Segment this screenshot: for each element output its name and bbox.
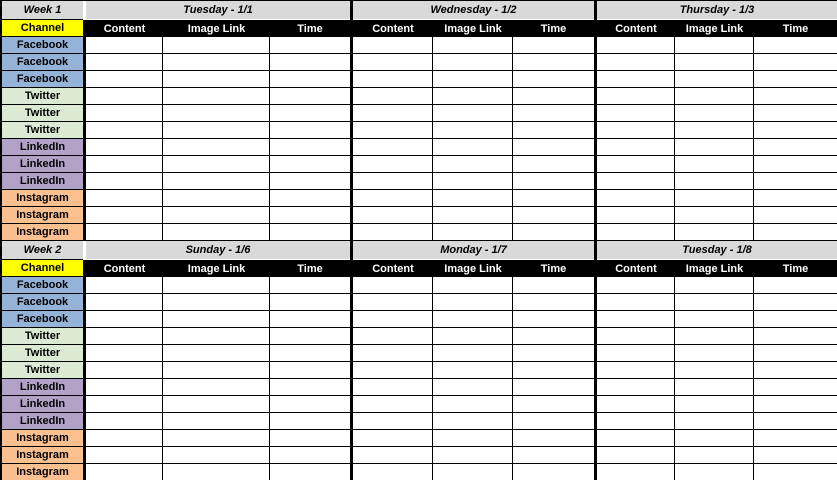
image-link-cell[interactable] bbox=[163, 464, 270, 480]
image-link-cell[interactable] bbox=[433, 37, 513, 54]
image-link-cell[interactable] bbox=[675, 413, 754, 430]
channel-cell-facebook: Facebook bbox=[2, 311, 83, 328]
time-cell[interactable] bbox=[270, 379, 350, 396]
time-cell[interactable] bbox=[754, 328, 837, 345]
content-cell[interactable] bbox=[597, 294, 675, 311]
time-cell[interactable] bbox=[513, 190, 594, 207]
time-cell[interactable] bbox=[754, 139, 837, 156]
content-cell[interactable] bbox=[353, 54, 433, 71]
channel-cell-instagram: Instagram bbox=[2, 207, 83, 224]
image-link-cell[interactable] bbox=[675, 396, 754, 413]
time-cell[interactable] bbox=[270, 105, 350, 122]
content-cell[interactable] bbox=[86, 430, 163, 447]
content-cell[interactable] bbox=[353, 173, 433, 190]
time-cell[interactable] bbox=[754, 396, 837, 413]
week-label: Week 1 bbox=[2, 1, 83, 20]
content-cell[interactable] bbox=[353, 447, 433, 464]
image-link-cell[interactable] bbox=[675, 464, 754, 480]
content-cell[interactable] bbox=[597, 413, 675, 430]
column-header-time: Time bbox=[270, 260, 350, 277]
content-cell[interactable] bbox=[86, 105, 163, 122]
time-cell[interactable] bbox=[270, 464, 350, 480]
channel-column-header: Channel bbox=[2, 260, 83, 277]
content-cell[interactable] bbox=[86, 294, 163, 311]
image-link-cell[interactable] bbox=[163, 379, 270, 396]
image-link-cell[interactable] bbox=[433, 379, 513, 396]
image-link-cell[interactable] bbox=[433, 430, 513, 447]
content-cell[interactable] bbox=[597, 277, 675, 294]
day-header: Wednesday - 1/2 bbox=[353, 1, 594, 20]
time-cell[interactable] bbox=[270, 173, 350, 190]
image-link-cell[interactable] bbox=[163, 311, 270, 328]
time-cell[interactable] bbox=[270, 139, 350, 156]
time-cell[interactable] bbox=[270, 294, 350, 311]
time-cell[interactable] bbox=[270, 430, 350, 447]
content-cell[interactable] bbox=[353, 379, 433, 396]
time-cell[interactable] bbox=[754, 88, 837, 105]
column-header-content: Content bbox=[597, 20, 675, 37]
content-cell[interactable] bbox=[86, 88, 163, 105]
time-cell[interactable] bbox=[270, 37, 350, 54]
image-link-cell[interactable] bbox=[163, 37, 270, 54]
channel-cell-twitter: Twitter bbox=[2, 362, 83, 379]
image-link-cell[interactable] bbox=[433, 396, 513, 413]
column-header-image-link: Image Link bbox=[163, 260, 270, 277]
content-cell[interactable] bbox=[353, 71, 433, 88]
content-cell[interactable] bbox=[353, 37, 433, 54]
image-link-cell[interactable] bbox=[433, 224, 513, 241]
time-cell[interactable] bbox=[754, 447, 837, 464]
content-cell[interactable] bbox=[597, 464, 675, 480]
image-link-cell[interactable] bbox=[675, 71, 754, 88]
time-cell[interactable] bbox=[270, 122, 350, 139]
day-header: Thursday - 1/3 bbox=[597, 1, 837, 20]
content-cell[interactable] bbox=[86, 207, 163, 224]
content-cell[interactable] bbox=[597, 139, 675, 156]
channel-cell-twitter: Twitter bbox=[2, 328, 83, 345]
image-link-cell[interactable] bbox=[675, 105, 754, 122]
channel-cell-facebook: Facebook bbox=[2, 54, 83, 71]
content-cell[interactable] bbox=[86, 54, 163, 71]
column-header-time: Time bbox=[754, 20, 837, 37]
time-cell[interactable] bbox=[513, 224, 594, 241]
time-cell[interactable] bbox=[270, 156, 350, 173]
image-link-cell[interactable] bbox=[163, 207, 270, 224]
time-cell[interactable] bbox=[513, 139, 594, 156]
time-cell[interactable] bbox=[754, 207, 837, 224]
time-cell[interactable] bbox=[513, 156, 594, 173]
image-link-cell[interactable] bbox=[675, 122, 754, 139]
channel-cell-twitter: Twitter bbox=[2, 345, 83, 362]
image-link-cell[interactable] bbox=[433, 105, 513, 122]
time-cell[interactable] bbox=[513, 173, 594, 190]
channel-cell-instagram: Instagram bbox=[2, 224, 83, 241]
time-cell[interactable] bbox=[513, 362, 594, 379]
content-cell[interactable] bbox=[86, 139, 163, 156]
column-header-content: Content bbox=[86, 260, 163, 277]
time-cell[interactable] bbox=[754, 156, 837, 173]
content-cell[interactable] bbox=[353, 430, 433, 447]
content-cell[interactable] bbox=[353, 464, 433, 480]
content-cell[interactable] bbox=[353, 190, 433, 207]
content-cell[interactable] bbox=[86, 311, 163, 328]
image-link-cell[interactable] bbox=[163, 413, 270, 430]
time-cell[interactable] bbox=[754, 345, 837, 362]
content-cell[interactable] bbox=[86, 277, 163, 294]
image-link-cell[interactable] bbox=[163, 156, 270, 173]
image-link-cell[interactable] bbox=[433, 362, 513, 379]
channel-cell-facebook: Facebook bbox=[2, 71, 83, 88]
image-link-cell[interactable] bbox=[675, 294, 754, 311]
time-cell[interactable] bbox=[754, 413, 837, 430]
column-header-content: Content bbox=[353, 260, 433, 277]
time-cell[interactable] bbox=[513, 464, 594, 480]
time-cell[interactable] bbox=[270, 328, 350, 345]
content-cell[interactable] bbox=[597, 54, 675, 71]
column-header-image-link: Image Link bbox=[675, 20, 754, 37]
time-cell[interactable] bbox=[270, 413, 350, 430]
image-link-cell[interactable] bbox=[163, 190, 270, 207]
image-link-cell[interactable] bbox=[163, 430, 270, 447]
image-link-cell[interactable] bbox=[433, 173, 513, 190]
content-cell[interactable] bbox=[86, 362, 163, 379]
channel-cell-linkedin: LinkedIn bbox=[2, 396, 83, 413]
column-header-content: Content bbox=[353, 20, 433, 37]
time-cell[interactable] bbox=[754, 54, 837, 71]
content-cell[interactable] bbox=[86, 190, 163, 207]
image-link-cell[interactable] bbox=[675, 190, 754, 207]
image-link-cell[interactable] bbox=[163, 294, 270, 311]
content-cell[interactable] bbox=[353, 294, 433, 311]
time-cell[interactable] bbox=[270, 362, 350, 379]
image-link-cell[interactable] bbox=[675, 379, 754, 396]
content-cell[interactable] bbox=[86, 328, 163, 345]
time-cell[interactable] bbox=[513, 430, 594, 447]
content-cell[interactable] bbox=[86, 37, 163, 54]
day-header: Sunday - 1/6 bbox=[86, 241, 350, 260]
channel-cell-linkedin: LinkedIn bbox=[2, 173, 83, 190]
time-cell[interactable] bbox=[270, 447, 350, 464]
image-link-cell[interactable] bbox=[163, 173, 270, 190]
time-cell[interactable] bbox=[754, 430, 837, 447]
content-cell[interactable] bbox=[353, 122, 433, 139]
image-link-cell[interactable] bbox=[433, 88, 513, 105]
content-cell[interactable] bbox=[353, 396, 433, 413]
image-link-cell[interactable] bbox=[163, 88, 270, 105]
time-cell[interactable] bbox=[513, 379, 594, 396]
time-cell[interactable] bbox=[513, 328, 594, 345]
image-link-cell[interactable] bbox=[433, 447, 513, 464]
time-cell[interactable] bbox=[754, 379, 837, 396]
time-cell[interactable] bbox=[270, 190, 350, 207]
content-cell[interactable] bbox=[597, 71, 675, 88]
image-link-cell[interactable] bbox=[163, 362, 270, 379]
image-link-cell[interactable] bbox=[675, 311, 754, 328]
day-header: Monday - 1/7 bbox=[353, 241, 594, 260]
content-cell[interactable] bbox=[353, 345, 433, 362]
content-cell[interactable] bbox=[353, 207, 433, 224]
channel-cell-instagram: Instagram bbox=[2, 447, 83, 464]
channel-column-header: Channel bbox=[2, 20, 83, 37]
content-cell[interactable] bbox=[353, 362, 433, 379]
content-cell[interactable] bbox=[597, 447, 675, 464]
column-header-content: Content bbox=[86, 20, 163, 37]
image-link-cell[interactable] bbox=[433, 54, 513, 71]
content-cell[interactable] bbox=[597, 173, 675, 190]
time-cell[interactable] bbox=[270, 345, 350, 362]
image-link-cell[interactable] bbox=[163, 328, 270, 345]
image-link-cell[interactable] bbox=[675, 54, 754, 71]
channel-cell-twitter: Twitter bbox=[2, 88, 83, 105]
time-cell[interactable] bbox=[754, 173, 837, 190]
content-cell[interactable] bbox=[353, 328, 433, 345]
column-header-content: Content bbox=[597, 260, 675, 277]
time-cell[interactable] bbox=[270, 54, 350, 71]
time-cell[interactable] bbox=[270, 277, 350, 294]
channel-cell-twitter: Twitter bbox=[2, 105, 83, 122]
time-cell[interactable] bbox=[270, 224, 350, 241]
image-link-cell[interactable] bbox=[675, 88, 754, 105]
content-cell[interactable] bbox=[597, 122, 675, 139]
image-link-cell[interactable] bbox=[433, 207, 513, 224]
content-cell[interactable] bbox=[353, 277, 433, 294]
content-cell[interactable] bbox=[86, 156, 163, 173]
channel-cell-instagram: Instagram bbox=[2, 464, 83, 480]
image-link-cell[interactable] bbox=[675, 37, 754, 54]
channel-cell-facebook: Facebook bbox=[2, 294, 83, 311]
channel-cell-linkedin: LinkedIn bbox=[2, 379, 83, 396]
image-link-cell[interactable] bbox=[433, 190, 513, 207]
time-cell[interactable] bbox=[754, 362, 837, 379]
image-link-cell[interactable] bbox=[433, 413, 513, 430]
channel-cell-linkedin: LinkedIn bbox=[2, 139, 83, 156]
content-cell[interactable] bbox=[86, 447, 163, 464]
column-header-time: Time bbox=[754, 260, 837, 277]
day-header: Tuesday - 1/8 bbox=[597, 241, 837, 260]
content-cell[interactable] bbox=[597, 430, 675, 447]
image-link-cell[interactable] bbox=[163, 277, 270, 294]
image-link-cell[interactable] bbox=[675, 224, 754, 241]
time-cell[interactable] bbox=[513, 122, 594, 139]
image-link-cell[interactable] bbox=[675, 139, 754, 156]
time-cell[interactable] bbox=[513, 311, 594, 328]
content-cell[interactable] bbox=[353, 139, 433, 156]
time-cell[interactable] bbox=[754, 37, 837, 54]
image-link-cell[interactable] bbox=[675, 362, 754, 379]
content-cell[interactable] bbox=[86, 173, 163, 190]
image-link-cell[interactable] bbox=[163, 105, 270, 122]
content-cell[interactable] bbox=[353, 105, 433, 122]
image-link-cell[interactable] bbox=[433, 464, 513, 480]
content-cell[interactable] bbox=[86, 71, 163, 88]
time-cell[interactable] bbox=[754, 311, 837, 328]
image-link-cell[interactable] bbox=[433, 71, 513, 88]
image-link-cell[interactable] bbox=[433, 294, 513, 311]
time-cell[interactable] bbox=[270, 396, 350, 413]
content-cell[interactable] bbox=[353, 156, 433, 173]
time-cell[interactable] bbox=[513, 54, 594, 71]
content-cell[interactable] bbox=[597, 311, 675, 328]
column-header-time: Time bbox=[513, 260, 594, 277]
channel-cell-instagram: Instagram bbox=[2, 430, 83, 447]
image-link-cell[interactable] bbox=[675, 277, 754, 294]
channel-cell-facebook: Facebook bbox=[2, 277, 83, 294]
time-cell[interactable] bbox=[513, 413, 594, 430]
image-link-cell[interactable] bbox=[433, 328, 513, 345]
time-cell[interactable] bbox=[754, 71, 837, 88]
channel-cell-linkedin: LinkedIn bbox=[2, 156, 83, 173]
channel-cell-linkedin: LinkedIn bbox=[2, 413, 83, 430]
time-cell[interactable] bbox=[513, 88, 594, 105]
time-cell[interactable] bbox=[754, 190, 837, 207]
image-link-cell[interactable] bbox=[433, 277, 513, 294]
column-header-image-link: Image Link bbox=[675, 260, 754, 277]
image-link-cell[interactable] bbox=[433, 122, 513, 139]
time-cell[interactable] bbox=[754, 277, 837, 294]
content-cell[interactable] bbox=[597, 224, 675, 241]
content-cell[interactable] bbox=[353, 88, 433, 105]
content-cell[interactable] bbox=[353, 413, 433, 430]
content-cell[interactable] bbox=[597, 328, 675, 345]
content-cell[interactable] bbox=[86, 122, 163, 139]
content-cell[interactable] bbox=[597, 379, 675, 396]
content-cell[interactable] bbox=[597, 105, 675, 122]
content-cell[interactable] bbox=[597, 88, 675, 105]
image-link-cell[interactable] bbox=[675, 328, 754, 345]
image-link-cell[interactable] bbox=[675, 430, 754, 447]
image-link-cell[interactable] bbox=[163, 447, 270, 464]
content-cell[interactable] bbox=[597, 37, 675, 54]
image-link-cell[interactable] bbox=[675, 447, 754, 464]
image-link-cell[interactable] bbox=[433, 139, 513, 156]
time-cell[interactable] bbox=[754, 464, 837, 480]
image-link-cell[interactable] bbox=[163, 396, 270, 413]
image-link-cell[interactable] bbox=[675, 173, 754, 190]
column-header-time: Time bbox=[270, 20, 350, 37]
content-cell[interactable] bbox=[597, 156, 675, 173]
content-cell[interactable] bbox=[86, 464, 163, 480]
image-link-cell[interactable] bbox=[675, 156, 754, 173]
image-link-cell[interactable] bbox=[163, 139, 270, 156]
content-cell[interactable] bbox=[86, 224, 163, 241]
content-cell[interactable] bbox=[353, 311, 433, 328]
time-cell[interactable] bbox=[513, 277, 594, 294]
content-cell[interactable] bbox=[597, 396, 675, 413]
channel-cell-twitter: Twitter bbox=[2, 122, 83, 139]
content-cell[interactable] bbox=[86, 396, 163, 413]
image-link-cell[interactable] bbox=[163, 224, 270, 241]
image-link-cell[interactable] bbox=[675, 207, 754, 224]
content-cell[interactable] bbox=[86, 379, 163, 396]
content-cell[interactable] bbox=[597, 362, 675, 379]
image-link-cell[interactable] bbox=[433, 156, 513, 173]
image-link-cell[interactable] bbox=[675, 345, 754, 362]
time-cell[interactable] bbox=[513, 447, 594, 464]
image-link-cell[interactable] bbox=[433, 345, 513, 362]
column-header-image-link: Image Link bbox=[433, 20, 513, 37]
content-cell[interactable] bbox=[86, 413, 163, 430]
content-cell[interactable] bbox=[353, 224, 433, 241]
week-label: Week 2 bbox=[2, 241, 83, 260]
time-cell[interactable] bbox=[513, 396, 594, 413]
time-cell[interactable] bbox=[513, 345, 594, 362]
time-cell[interactable] bbox=[270, 88, 350, 105]
time-cell[interactable] bbox=[513, 105, 594, 122]
time-cell[interactable] bbox=[754, 224, 837, 241]
channel-cell-instagram: Instagram bbox=[2, 190, 83, 207]
time-cell[interactable] bbox=[513, 207, 594, 224]
column-header-image-link: Image Link bbox=[163, 20, 270, 37]
time-cell[interactable] bbox=[513, 71, 594, 88]
column-header-time: Time bbox=[513, 20, 594, 37]
content-cell[interactable] bbox=[597, 207, 675, 224]
image-link-cell[interactable] bbox=[163, 122, 270, 139]
time-cell[interactable] bbox=[270, 311, 350, 328]
column-header-image-link: Image Link bbox=[433, 260, 513, 277]
image-link-cell[interactable] bbox=[163, 71, 270, 88]
image-link-cell[interactable] bbox=[163, 54, 270, 71]
channel-cell-facebook: Facebook bbox=[2, 37, 83, 54]
time-cell[interactable] bbox=[513, 37, 594, 54]
time-cell[interactable] bbox=[513, 294, 594, 311]
content-cell[interactable] bbox=[597, 190, 675, 207]
time-cell[interactable] bbox=[270, 71, 350, 88]
content-cell[interactable] bbox=[86, 345, 163, 362]
image-link-cell[interactable] bbox=[163, 345, 270, 362]
time-cell[interactable] bbox=[754, 294, 837, 311]
time-cell[interactable] bbox=[754, 122, 837, 139]
time-cell[interactable] bbox=[754, 105, 837, 122]
time-cell[interactable] bbox=[270, 207, 350, 224]
content-cell[interactable] bbox=[597, 345, 675, 362]
image-link-cell[interactable] bbox=[433, 311, 513, 328]
day-header: Tuesday - 1/1 bbox=[86, 1, 350, 20]
